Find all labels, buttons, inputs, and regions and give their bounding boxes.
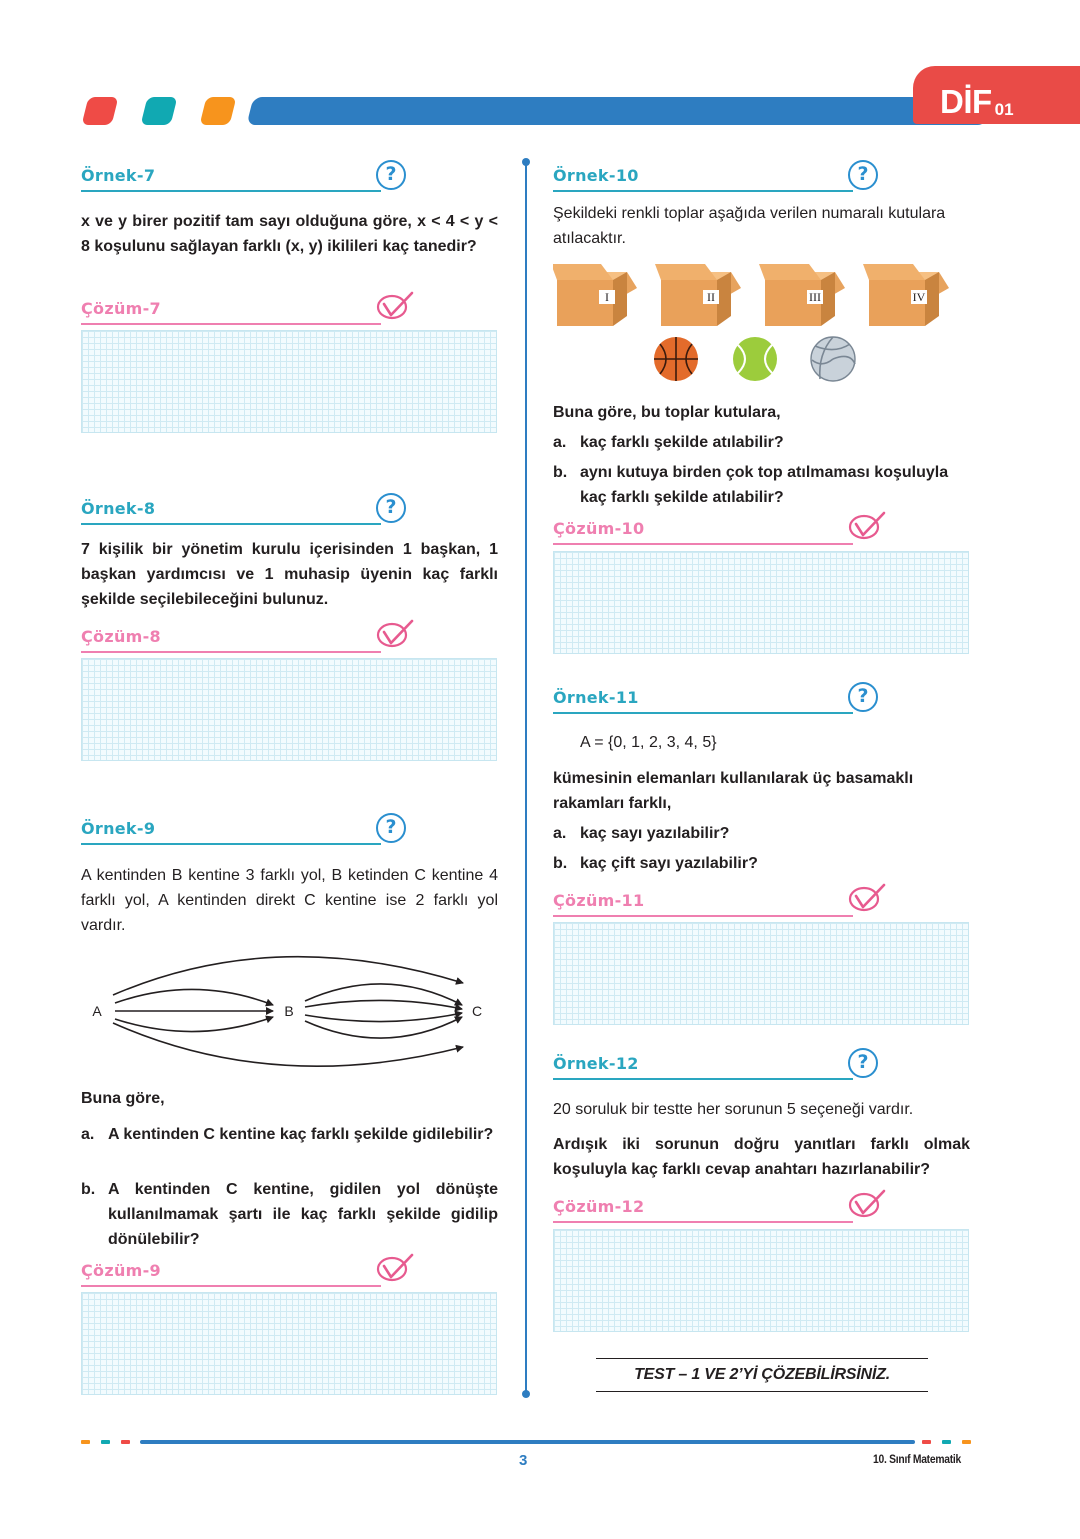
ornek-11-set: A = {0, 1, 2, 3, 4, 5} — [580, 734, 717, 751]
ornek-11-underline — [553, 712, 853, 714]
column-divider-top-dot — [522, 158, 530, 166]
box-label-2: II — [707, 290, 715, 304]
page-number: 3 — [519, 1452, 528, 1469]
ornek-8-underline — [81, 523, 381, 525]
cozum-9-underline — [81, 1285, 381, 1287]
check-circle-icon — [848, 881, 886, 913]
ornek-10-item-b — [553, 460, 970, 510]
column-divider-bottom-dot — [522, 1390, 530, 1398]
item-label: b. — [553, 855, 568, 872]
header-teal-block — [141, 97, 178, 125]
header-blue-bar — [247, 97, 994, 125]
box-label-3: III — [809, 290, 821, 304]
cozum-7-title: Çözüm-7 — [81, 299, 161, 318]
cozum-7-underline — [81, 323, 381, 325]
item-label: b. — [553, 464, 568, 481]
road-b-c-4 — [305, 1017, 462, 1038]
ornek-10-heading — [553, 162, 880, 192]
volleyball-icon — [811, 337, 855, 381]
check-circle-icon — [848, 509, 886, 541]
box-icon-3 — [759, 264, 845, 326]
cozum-12-heading — [553, 1193, 889, 1223]
item-text: A kentinden C kentine, gidilen yol dönüşte kullanılmamak şartı ile kaç farklı şekilde gidilip dönülebilir? — [108, 1181, 498, 1248]
dif-badge-main: DİF — [940, 83, 992, 120]
footer-dash-teal — [101, 1440, 110, 1444]
item-text: aynı kutuya birden çok top atılmaması koşuluyla kaç farklı şekilde atılabilir? — [580, 464, 949, 506]
cozum-9-grid[interactable] — [81, 1292, 497, 1395]
ornek-10-text — [553, 201, 970, 251]
ornek-7-title: Örnek-7 — [81, 166, 156, 185]
ornek-9-prompt: Buna göre, — [81, 1090, 165, 1107]
dif-badge — [913, 66, 1080, 124]
road-b-c-1 — [305, 984, 462, 1005]
cozum-8-grid[interactable] — [81, 658, 497, 761]
item-label: a. — [553, 434, 567, 451]
cozum-7-grid[interactable] — [81, 330, 497, 433]
ornek-7-text: x ve y birer pozitif tam sayı olduğuna göre, x < 4 < y < 8 koşulunu sağlayan farklı (x, y) ikilileri kaç tanedir? — [81, 213, 498, 255]
cozum-11-grid[interactable] — [553, 922, 969, 1025]
cozum-8-title: Çözüm-8 — [81, 627, 161, 646]
course-label: 10. Sınıf Matematik — [873, 1452, 962, 1466]
ornek-12-heading — [553, 1050, 880, 1080]
question-circle-icon: ? — [848, 682, 878, 712]
ornek-11-item-b — [553, 851, 970, 876]
footer-dash-teal-right — [942, 1440, 951, 1444]
question-circle-icon: ? — [376, 160, 406, 190]
footer-dash-red — [121, 1440, 130, 1444]
question-circle-icon: ? — [376, 813, 406, 843]
box-icon-2 — [655, 264, 741, 326]
road-b-c-2 — [305, 1000, 462, 1009]
check-circle-icon — [376, 617, 414, 649]
check-circle-icon — [376, 1251, 414, 1283]
ornek-10-underline — [553, 190, 853, 192]
box-label-1: I — [605, 290, 609, 304]
ornek-7-heading — [81, 162, 408, 192]
ornek-12-underline — [553, 1078, 853, 1080]
cozum-12-underline — [553, 1221, 853, 1223]
column-divider — [525, 162, 527, 1394]
box-icon-4 — [863, 264, 949, 326]
box-label-4: IV — [912, 290, 926, 304]
ornek-10-prompt: Buna göre, bu toplar kutulara, — [553, 404, 781, 421]
cozum-10-title: Çözüm-10 — [553, 519, 645, 538]
ornek-12-title: Örnek-12 — [553, 1054, 639, 1073]
cozum-10-grid[interactable] — [553, 551, 969, 654]
check-circle-icon — [376, 289, 414, 321]
footer-dash-orange-right — [962, 1440, 971, 1444]
ornek-9-underline — [81, 843, 381, 845]
ornek-10-item-a — [553, 430, 970, 455]
ornek-8-heading — [81, 495, 408, 525]
node-c-label: C — [471, 1003, 483, 1019]
ornek-9-text: A kentinden B kentine 3 farklı yol, B ketinden C kentine 4 farklı yol, A kentinden direkt C kentine ise 2 farklı yol vardır. — [81, 867, 498, 934]
header-red-block — [82, 97, 119, 125]
cozum-10-heading — [553, 515, 889, 545]
item-label: a. — [81, 1126, 95, 1143]
road-a-b-1 — [115, 989, 273, 1005]
cozum-12-grid[interactable] — [553, 1229, 969, 1332]
numbered-boxes — [553, 260, 973, 332]
cozum-10-underline — [553, 543, 853, 545]
ornek-11-heading — [553, 684, 880, 714]
road-a-b-3 — [115, 1017, 273, 1032]
cozum-12-title: Çözüm-12 — [553, 1197, 645, 1216]
cozum-7-heading — [81, 295, 417, 325]
ornek-10-title: Örnek-10 — [553, 166, 639, 185]
ornek-9-item-b — [81, 1177, 498, 1252]
item-text: kaç sayı yazılabilir? — [580, 825, 730, 842]
item-label: a. — [553, 825, 567, 842]
node-a-label: A — [92, 1003, 102, 1019]
cozum-9-title: Çözüm-9 — [81, 1261, 161, 1280]
roads-diagram — [85, 945, 495, 1075]
header-orange-block — [200, 97, 237, 125]
ornek-10-text-body: Şekildeki renkli toplar aşağıda verilen numaralı kutulara atılacaktır. — [553, 205, 946, 247]
ornek-11-text: kümesinin elemanları kullanılarak üç basamaklı rakamları farklı, — [553, 770, 914, 812]
item-label: b. — [81, 1181, 96, 1198]
tennis-ball-icon — [733, 337, 777, 381]
test-note: TEST – 1 VE 2’Yİ ÇÖZEBİLİRSİNİZ. — [596, 1358, 928, 1392]
ornek-11-item-a — [553, 821, 970, 846]
item-text: kaç farklı şekilde atılabilir? — [580, 434, 784, 451]
node-b-label: B — [284, 1003, 294, 1019]
balls — [650, 334, 862, 384]
ornek-8-title: Örnek-8 — [81, 499, 156, 518]
question-circle-icon: ? — [376, 493, 406, 523]
ornek-9-title: Örnek-9 — [81, 819, 156, 838]
ornek-12-text-1: 20 soruluk bir testte her sorunun 5 seçeneği vardır. — [553, 1101, 914, 1118]
ornek-9-item-a — [81, 1122, 498, 1172]
ornek-9-heading — [81, 815, 408, 845]
ornek-12-text-2: Ardışık iki sorunun doğru yanıtları farklı olmak koşuluyla kaç farklı cevap anahtarı hazırlanabilir? — [553, 1136, 970, 1178]
cozum-8-heading — [81, 623, 417, 653]
cozum-9-heading — [81, 1257, 417, 1287]
item-text: A kentinden C kentine kaç farklı şekilde gidilebilir? — [108, 1126, 494, 1143]
road-a-c-1 — [113, 957, 463, 995]
item-text: kaç çift sayı yazılabilir? — [580, 855, 758, 872]
footer-dash-orange — [81, 1440, 90, 1444]
cozum-11-underline — [553, 915, 853, 917]
cozum-8-underline — [81, 651, 381, 653]
ornek-7-underline — [81, 190, 381, 192]
footer-line — [140, 1440, 915, 1444]
ornek-8-text: 7 kişilik bir yönetim kurulu içerisinden 1 başkan, 1 başkan yardımcısı ve 1 muhasip üyenin kaç farklı şekilde seçilebileceğini bulunuz. — [81, 541, 498, 608]
cozum-11-title: Çözüm-11 — [553, 891, 645, 910]
question-circle-icon: ? — [848, 160, 878, 190]
dif-badge-number: 01 — [994, 100, 1014, 119]
basketball-icon — [654, 337, 698, 381]
footer-dash-red-right — [922, 1440, 931, 1444]
road-b-c-3 — [305, 1013, 462, 1022]
check-circle-icon — [848, 1187, 886, 1219]
box-icon-1 — [553, 264, 637, 326]
question-circle-icon: ? — [848, 1048, 878, 1078]
ornek-11-title: Örnek-11 — [553, 688, 639, 707]
cozum-11-heading — [553, 887, 889, 917]
